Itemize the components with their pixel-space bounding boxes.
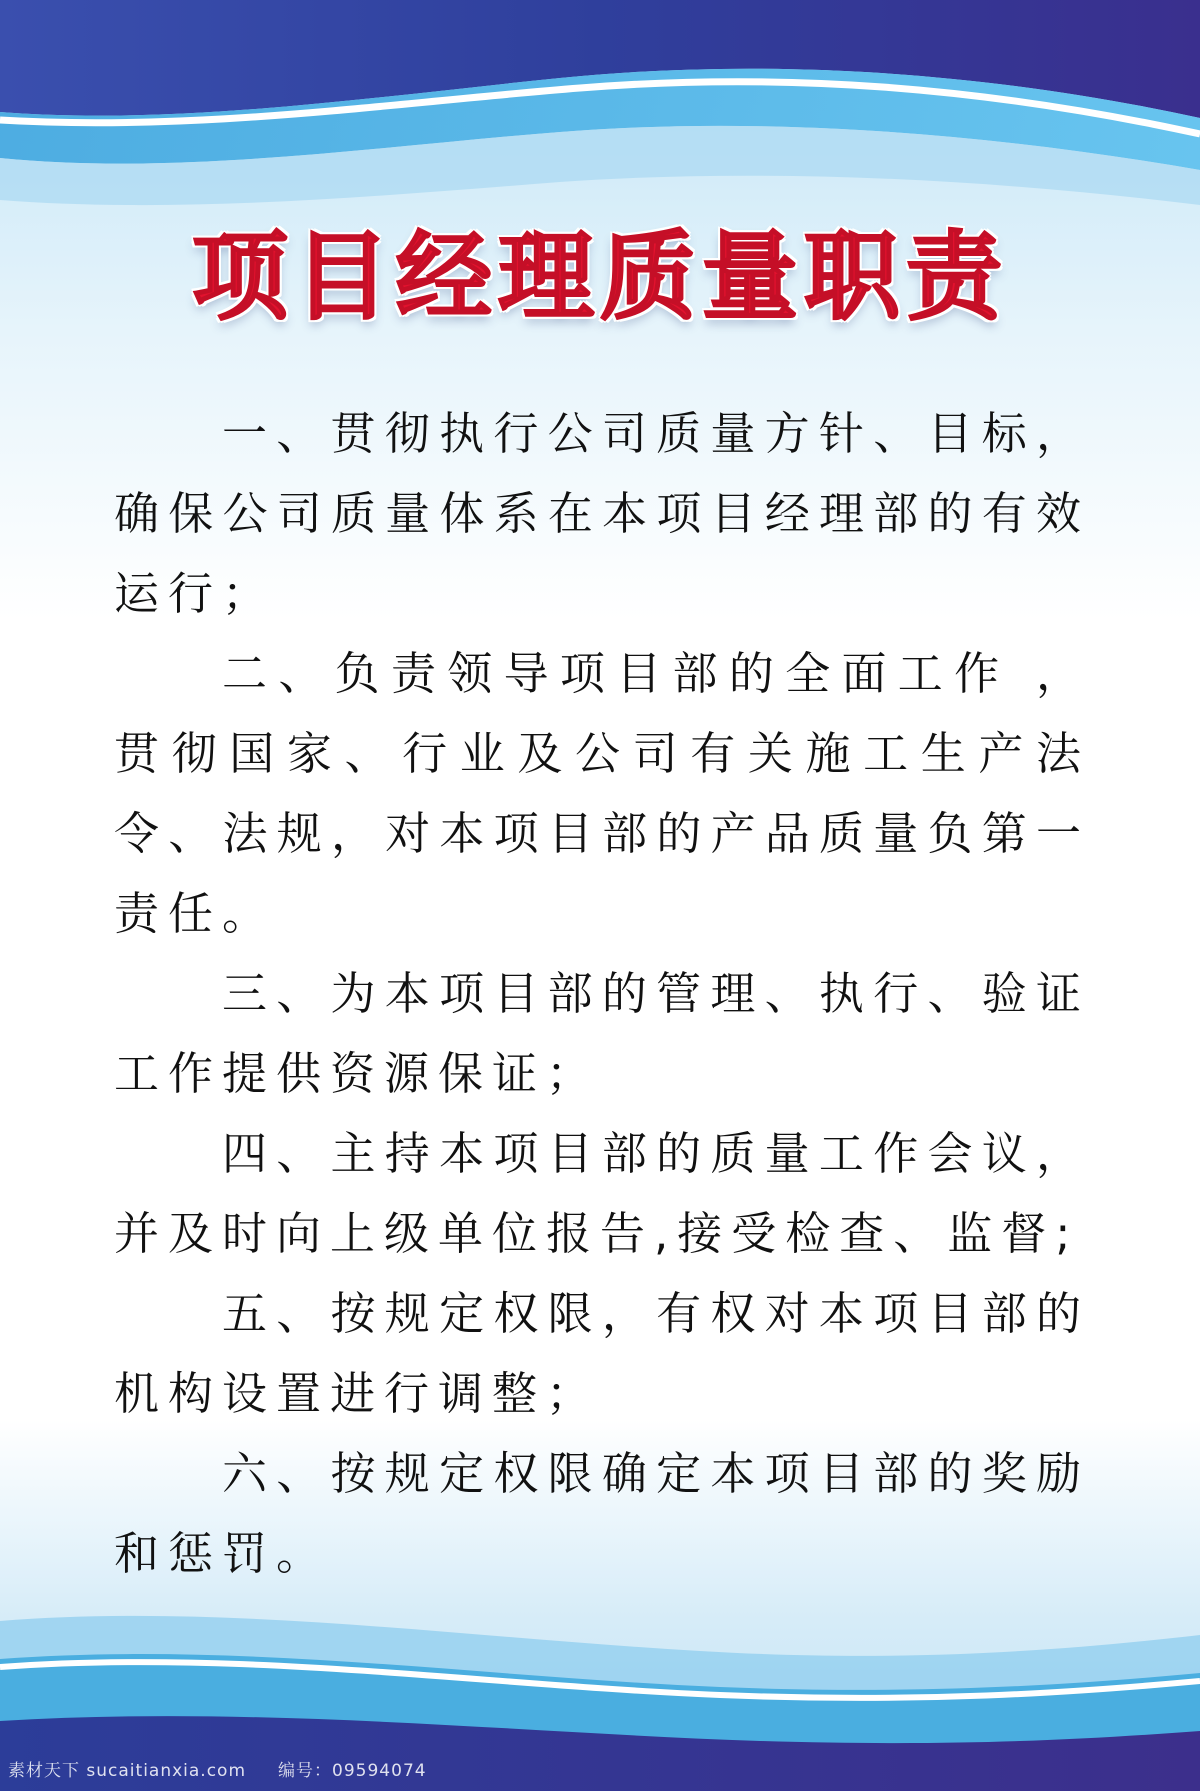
clause-list [114, 394, 1090, 1594]
board-title: 项目经理质量职责 [192, 221, 1008, 333]
watermark-id: 编号：09594074 [278, 1761, 427, 1781]
clause-item: 六、按规定权限确定本项目部的奖励和惩罚。 [114, 1447, 1090, 1580]
clause-item: 二、负责领导项目部的全面工作 ，贯彻国家、行业及公司有关施工生产法令、法规，对本项目部的产品质量负第一责任。 [114, 647, 1090, 940]
clause-item: 三、为本项目部的管理、执行、验证工作提供资源保证； [114, 967, 1090, 1100]
clause-item: 一、贯彻执行公司质量方针、目标，确保公司质量体系在本项目经理部的有效运行； [114, 407, 1090, 620]
watermark-site: 素材天下 sucaitianxia.com [8, 1761, 247, 1781]
clause-item: 五、按规定权限，有权对本项目部的机构设置进行调整； [114, 1287, 1090, 1420]
clause-item: 四、主持本项目部的质量工作会议，并及时向上级单位报告,接受检查、监督; [114, 1127, 1090, 1260]
watermark [8, 1756, 427, 1781]
